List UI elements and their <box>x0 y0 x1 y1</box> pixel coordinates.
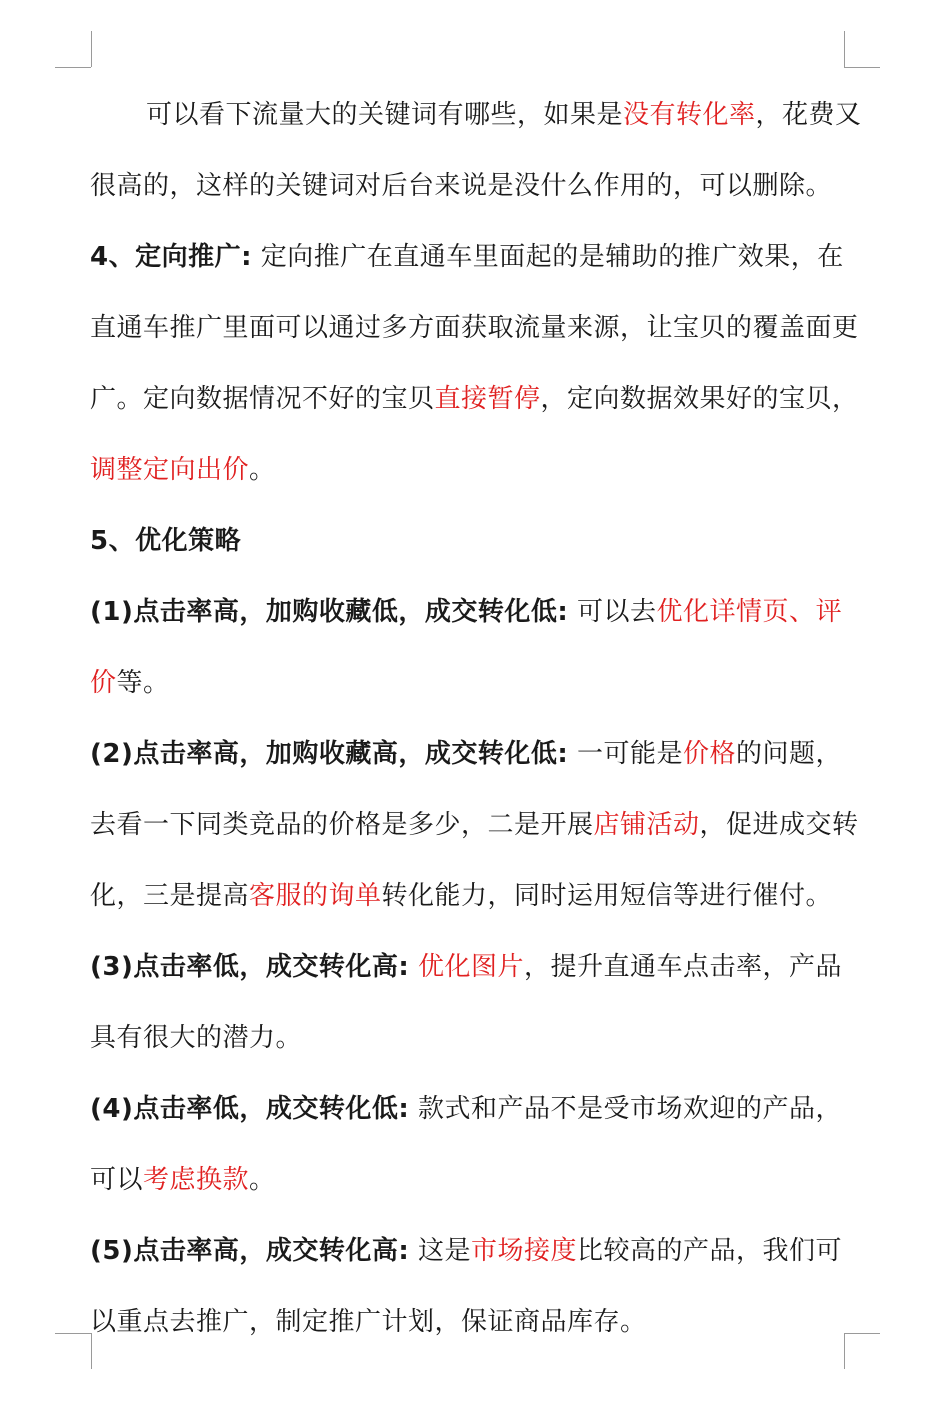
text-run: 一可能是 <box>568 739 684 769</box>
highlight-text: 考虑换款 <box>143 1165 250 1195</box>
paragraph-strategy-5 <box>90 1216 862 1358</box>
text-run: ，定向数据效果好的宝贝， <box>540 384 859 414</box>
text-run: 定向推广在直通车里面起的是辅助的推广效果，在直通车推广里面可以通过多方面获取流量来源，让宝贝的覆盖面更广。定向数据情况不好的宝贝 <box>90 242 859 414</box>
highlight-text: 市场接度 <box>471 1236 578 1266</box>
paragraph-keyword-deletion <box>90 80 862 222</box>
highlight-text: 优化详情页 <box>656 597 790 627</box>
text-run: 、 <box>789 597 816 627</box>
paragraph-strategy-1 <box>90 577 862 719</box>
crop-mark-top-left <box>55 31 92 68</box>
text-run: 等。 <box>116 668 170 698</box>
highlight-text: 价格 <box>683 739 737 769</box>
strategy-label: (5)点击率高，成交转化高: <box>90 1236 410 1266</box>
text-run: ，促进成交转化，三是提高 <box>90 810 859 911</box>
strategy-label: (4)点击率低，成交转化低: <box>90 1094 410 1124</box>
paragraph-strategy-3 <box>90 932 862 1074</box>
text-run: 。 <box>249 1165 276 1195</box>
highlight-text: 直接暂停 <box>434 384 541 414</box>
strategy-label: (1)点击率高，加购收藏低，成交转化低: <box>90 597 569 627</box>
crop-mark-bottom-left <box>55 1333 92 1370</box>
text-run: 比较高的产品，我们可以重点去推广，制定推广计划，保证商品库存。 <box>90 1236 843 1337</box>
text-run: ，提升直通车点击率，产品具有很大的潜力。 <box>90 952 843 1053</box>
text-run: 的问题，去看一下同类竞品的价格是多少，二是开展 <box>90 739 843 840</box>
paragraph-strategy-4 <box>90 1074 862 1216</box>
document-body <box>90 80 862 1358</box>
highlight-text: 调整定向出价 <box>90 455 250 485</box>
strategy-label: (3)点击率低，成交转化高: <box>90 952 410 982</box>
section-label: 4、定向推广: <box>90 242 252 272</box>
text-run: 可以看下流量大的关键词有哪些，如果是 <box>146 100 624 130</box>
section-heading-optimization-strategy: 5、优化策略 <box>90 526 242 556</box>
text-run: 款式和产品不是受市场欢迎的产品，可以 <box>90 1094 843 1195</box>
text-run: ，花费又很高的，这样的关键词对后台来说是没什么作用的，可以删除。 <box>90 100 862 201</box>
text-run <box>409 952 418 982</box>
highlight-text: 客服的询单 <box>249 881 382 911</box>
text-run: 可以去 <box>568 597 657 627</box>
highlight-text: 店铺活动 <box>593 810 700 840</box>
paragraph-targeted-promotion <box>90 222 862 506</box>
strategy-label: (2)点击率高，加购收藏高，成交转化低: <box>90 739 569 769</box>
highlight-text: 优化图片 <box>418 952 525 982</box>
text-run: 。 <box>249 455 276 485</box>
paragraph-strategy-2 <box>90 719 862 932</box>
highlight-text: 没有转化率 <box>623 100 756 130</box>
crop-mark-top-right <box>844 31 881 68</box>
text-run: 这是 <box>409 1236 472 1266</box>
highlight-text: 评价 <box>90 597 843 698</box>
text-run: 转化能力，同时运用短信等进行催付。 <box>381 881 833 911</box>
